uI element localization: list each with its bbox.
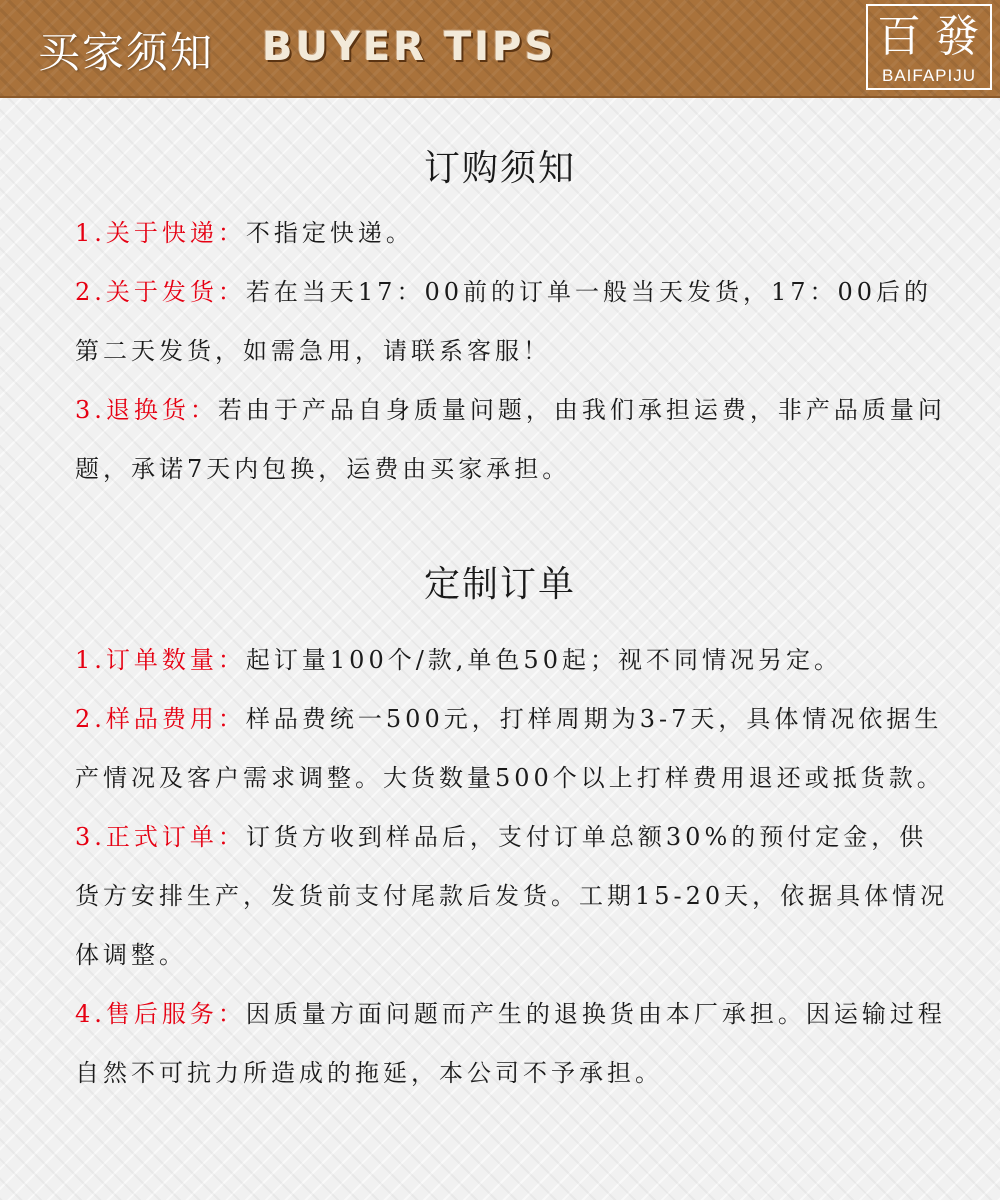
item-text: 若在当天17：00前的订单一般当天发货，17：00后的第二天发货，如需急用，请联系客服！ (75, 278, 933, 365)
logo-text: BAIFAPIJU (881, 66, 977, 85)
brand-logo (866, 4, 992, 90)
section-title-custom-orders: 定制订单 (423, 564, 576, 605)
section-title-ordering: 订购须知 (423, 148, 576, 189)
item-label: 3.退换货： (75, 396, 218, 424)
item-label: 1.关于快递： (75, 219, 246, 247)
logo-char-right: 發 (935, 11, 979, 62)
item-text: 因质量方面问题而产生的退换货由本厂承担。因运输过程自然不可抗力所造成的拖延，本公司不予承担。 (75, 1000, 946, 1087)
list-item (75, 690, 955, 808)
list-item (75, 263, 955, 381)
list-item (75, 204, 955, 263)
header-title-cn: 买家须知 (38, 28, 215, 77)
item-label: 4.售后服务： (75, 1000, 246, 1028)
list-item (75, 808, 955, 985)
item-text: 起订量100个/款,单色50起；视不同情况另定。 (245, 646, 842, 674)
item-text: 若由于产品自身质量问题，由我们承担运费，非产品质量问题，承诺7天内包换，运费由买家承担。 (75, 396, 946, 483)
ordering-notes (75, 204, 955, 499)
header-banner (0, 0, 1000, 98)
logo-char-left: 百 (877, 11, 921, 62)
item-text: 订货方收到样品后，支付订单总额30%的预付定金，供货方安排生产，发货前支付尾款后发货。工期15-20天，依据具体情况体调整。 (75, 823, 949, 969)
item-label: 2.关于发货： (75, 278, 246, 306)
item-text: 不指定快递。 (245, 219, 414, 247)
item-label: 3.正式订单： (75, 823, 246, 851)
list-item (75, 631, 955, 690)
list-item (75, 381, 955, 499)
item-label: 2.样品费用： (75, 705, 246, 733)
header-title-en: BUYER TIPS (262, 24, 557, 70)
list-item (75, 985, 955, 1103)
item-text: 样品费统一500元，打样周期为3-7天，具体情况依据生产情况及客户需求调整。大货数量500个以上打样费用退还或抵货款。 (75, 705, 945, 792)
item-label: 1.订单数量： (75, 646, 246, 674)
custom-order-notes (75, 631, 955, 1103)
